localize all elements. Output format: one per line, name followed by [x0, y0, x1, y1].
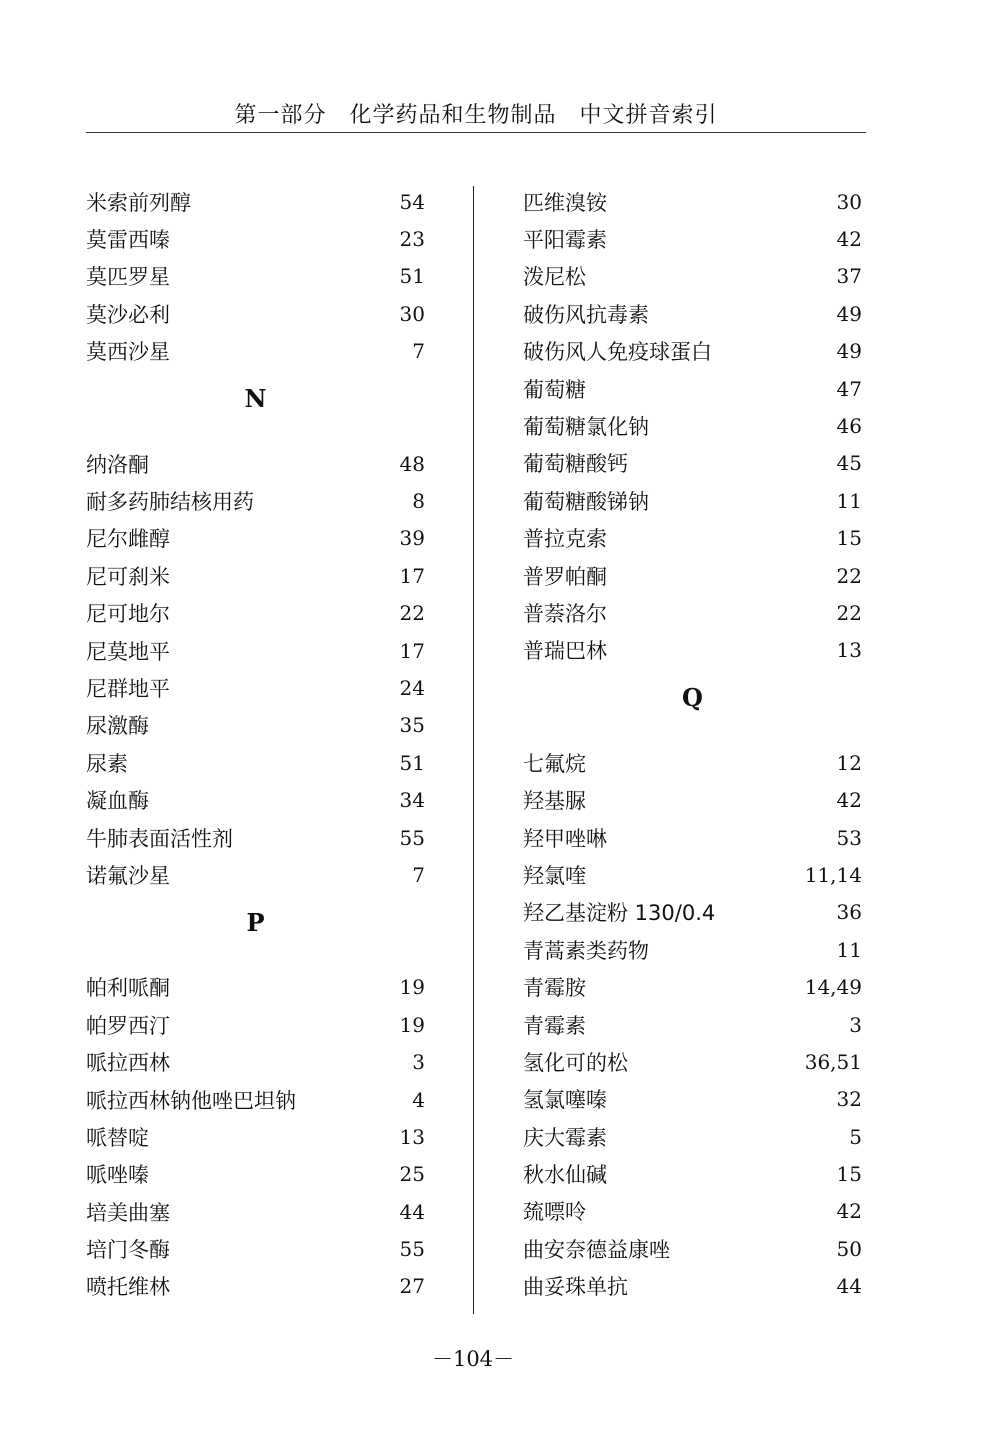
entry-name: 米索前列醇 [86, 190, 191, 215]
entry-name: 氢化可的松 [523, 1050, 628, 1075]
index-entry [523, 407, 862, 444]
entry-name: 羟氯喹 [523, 863, 586, 888]
index-entry [523, 220, 862, 257]
entry-name: 葡萄糖氯化钠 [523, 415, 649, 440]
index-entry [523, 856, 862, 893]
entry-name: 培美曲塞 [86, 1200, 170, 1225]
entry-name: 曲安奈德益康唑 [523, 1237, 670, 1262]
entry-group-p-cont [523, 183, 862, 669]
index-entry [86, 819, 425, 856]
entry-page: 37 [836, 264, 862, 289]
index-entry [523, 258, 862, 295]
entry-page: 11 [836, 488, 862, 513]
entry-name: 青霉素 [523, 1013, 586, 1038]
index-entry [86, 183, 425, 220]
index-entry [86, 707, 425, 744]
entry-name: 尼莫地平 [86, 639, 170, 664]
entry-page: 3 [412, 1050, 425, 1075]
entry-name: 七氟烷 [523, 751, 586, 776]
index-entry [86, 557, 425, 594]
index-entry [523, 520, 862, 557]
entry-page: 4 [412, 1087, 425, 1112]
index-entry [523, 1043, 862, 1080]
entry-page: 11 [836, 937, 862, 962]
entry-page: 54 [399, 189, 425, 214]
index-entry [523, 931, 862, 968]
entry-name: 庆大霉素 [523, 1125, 607, 1150]
index-entry [523, 1193, 862, 1230]
index-entry [86, 969, 425, 1006]
entry-name: 巯嘌呤 [523, 1200, 586, 1225]
entry-page: 48 [399, 451, 425, 476]
index-entry [86, 1156, 425, 1193]
index-entry [86, 781, 425, 818]
entry-page: 30 [836, 189, 862, 214]
entry-page: 36 [836, 900, 862, 925]
index-entry [523, 1230, 862, 1267]
index-entry [523, 1155, 862, 1192]
index-entry [86, 445, 425, 482]
entry-page: 14,49 [804, 975, 862, 1000]
entry-page: 49 [836, 339, 862, 364]
entry-name: 破伤风抗毒素 [523, 302, 649, 327]
index-entry [86, 258, 425, 295]
entry-page: 53 [836, 825, 862, 850]
entry-page: 51 [399, 264, 425, 289]
section-letter-p: P [246, 907, 265, 937]
index-entry [86, 744, 425, 781]
index-entry [86, 1081, 425, 1118]
index-entry [86, 295, 425, 332]
header-rule [86, 132, 866, 133]
entry-name: 培门冬酶 [86, 1238, 170, 1263]
entry-page: 36,51 [804, 1049, 862, 1074]
entry-name: 羟基脲 [523, 789, 586, 814]
entry-page: 25 [399, 1162, 425, 1187]
entry-name: 葡萄糖 [523, 377, 586, 402]
entry-page: 27 [399, 1274, 425, 1299]
entry-page: 8 [412, 489, 425, 514]
index-entry [86, 1193, 425, 1230]
entry-name: 喷托维林 [86, 1275, 170, 1300]
page-number: －104－ [431, 1347, 515, 1371]
entry-page: 12 [836, 750, 862, 775]
index-entry [86, 595, 425, 632]
entry-page: 13 [836, 638, 862, 663]
index-entry [523, 557, 862, 594]
index-entry [86, 1118, 425, 1155]
entry-group-m [86, 183, 425, 370]
entry-group-p [86, 969, 425, 1306]
entry-page: 24 [399, 675, 425, 700]
index-entry [523, 183, 862, 220]
entry-page: 34 [399, 788, 425, 813]
entry-name: 匹维溴铵 [523, 190, 607, 215]
entry-name: 氢氯噻嗪 [523, 1088, 607, 1113]
index-entry [523, 370, 862, 407]
entry-name: 帕罗西汀 [86, 1013, 170, 1038]
entry-page: 46 [836, 414, 862, 439]
entry-page: 44 [399, 1199, 425, 1224]
entry-page: 51 [399, 750, 425, 775]
entry-name: 曲妥珠单抗 [523, 1275, 628, 1300]
entry-name: 尼可地尔 [86, 602, 170, 627]
entry-page: 32 [836, 1087, 862, 1112]
entry-page: 11,14 [804, 862, 862, 887]
entry-group-q [523, 744, 862, 1305]
index-entry [523, 295, 862, 332]
entry-page: 19 [399, 1012, 425, 1037]
entry-name: 纳洛酮 [86, 452, 149, 477]
entry-page: 45 [836, 451, 862, 476]
right-column [523, 183, 862, 1305]
index-entry [86, 220, 425, 257]
entry-name: 耐多药肺结核用药 [86, 490, 254, 515]
entry-page: 39 [399, 526, 425, 551]
section-letter-q: Q [682, 683, 703, 713]
entry-name: 普拉克索 [523, 527, 607, 552]
entry-group-n [86, 445, 425, 894]
index-entry [523, 781, 862, 818]
entry-page: 13 [399, 1124, 425, 1149]
entry-page: 5 [849, 1124, 862, 1149]
entry-page: 7 [412, 339, 425, 364]
index-entry [86, 1043, 425, 1080]
entry-name: 莫沙必利 [86, 302, 170, 327]
entry-name: 哌替啶 [86, 1125, 149, 1150]
index-entry [523, 1081, 862, 1118]
entry-name: 羟甲唑啉 [523, 826, 607, 851]
entry-name: 莫雷西嗪 [86, 228, 170, 253]
entry-name: 莫匹罗星 [86, 265, 170, 290]
entry-name: 哌拉西林钠他唑巴坦钠 [86, 1088, 296, 1113]
entry-name: 普瑞巴林 [523, 639, 607, 664]
index-entry [523, 894, 862, 931]
entry-page: 7 [412, 862, 425, 887]
entry-name: 凝血酶 [86, 789, 149, 814]
index-entry [523, 482, 862, 519]
entry-page: 30 [399, 301, 425, 326]
entry-page: 23 [399, 227, 425, 252]
entry-name: 莫西沙星 [86, 340, 170, 365]
entry-page: 42 [836, 1199, 862, 1224]
index-entry [523, 1118, 862, 1155]
entry-page: 3 [849, 1012, 862, 1037]
entry-name: 帕利哌酮 [86, 976, 170, 1001]
entry-page: 22 [399, 601, 425, 626]
index-entry [86, 1268, 425, 1305]
entry-page: 47 [836, 376, 862, 401]
index-entry [86, 856, 425, 893]
entry-name: 葡萄糖酸钙 [523, 452, 628, 477]
index-entry [86, 520, 425, 557]
index-entry [86, 1230, 425, 1267]
entry-page: 15 [836, 526, 862, 551]
entry-name: 平阳霉素 [523, 228, 607, 253]
index-entry [86, 482, 425, 519]
entry-name: 诺氟沙星 [86, 863, 170, 888]
entry-page: 44 [836, 1274, 862, 1299]
entry-name: 泼尼松 [523, 265, 586, 290]
index-entry [523, 594, 862, 631]
index-entry [523, 744, 862, 781]
entry-name: 尼群地平 [86, 676, 170, 701]
entry-name: 牛肺表面活性剂 [86, 826, 233, 851]
page-header-title: 第一部分 化学药品和生物制品 中文拼音索引 [234, 103, 718, 128]
entry-name: 青霉胺 [523, 976, 586, 1001]
entry-page: 22 [836, 563, 862, 588]
entry-page: 42 [836, 227, 862, 252]
index-entry [523, 445, 862, 482]
entry-page: 17 [399, 563, 425, 588]
entry-page: 17 [399, 638, 425, 663]
column-divider [473, 186, 474, 1314]
left-column [86, 183, 425, 1305]
entry-name: 普罗帕酮 [523, 564, 607, 589]
index-entry [523, 968, 862, 1005]
entry-page: 50 [836, 1236, 862, 1261]
index-entry [523, 632, 862, 669]
index-entry [86, 1006, 425, 1043]
entry-name: 尼可刹米 [86, 564, 170, 589]
index-entry [86, 632, 425, 669]
entry-page: 19 [399, 975, 425, 1000]
entry-name: 哌唑嗪 [86, 1163, 149, 1188]
entry-page: 55 [399, 825, 425, 850]
entry-name: 尼尔雌醇 [86, 527, 170, 552]
index-entry [523, 1268, 862, 1305]
section-letter-n: N [244, 383, 267, 413]
entry-name: 破伤风人免疫球蛋白 [523, 340, 712, 365]
entry-name: 秋水仙碱 [523, 1163, 607, 1188]
entry-name: 尿激酶 [86, 714, 149, 739]
entry-name: 羟乙基淀粉 130/0.4 [523, 901, 716, 926]
entry-name: 哌拉西林 [86, 1051, 170, 1076]
entry-page: 35 [399, 713, 425, 738]
index-entry [86, 669, 425, 706]
entry-name: 葡萄糖酸锑钠 [523, 489, 649, 514]
index-entry [523, 1006, 862, 1043]
entry-page: 55 [399, 1237, 425, 1262]
index-entry [86, 333, 425, 370]
entry-page: 15 [836, 1162, 862, 1187]
entry-page: 49 [836, 301, 862, 326]
entry-page: 42 [836, 788, 862, 813]
entry-name: 尿素 [86, 751, 128, 776]
entry-page: 22 [836, 600, 862, 625]
entry-name: 普萘洛尔 [523, 601, 607, 626]
entry-name: 青蒿素类药物 [523, 938, 649, 963]
index-entry [523, 819, 862, 856]
index-entry [523, 333, 862, 370]
